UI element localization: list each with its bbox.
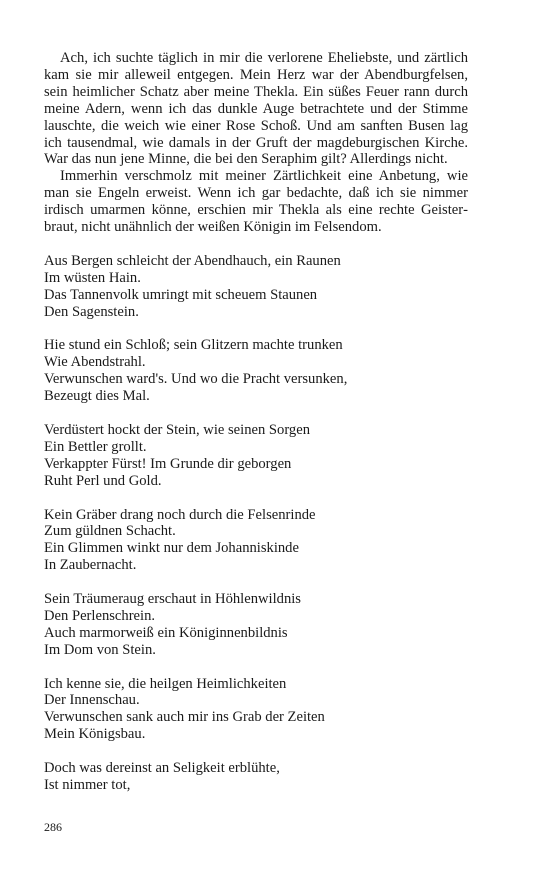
prose-paragraph-2: Immerhin verschmolz mit meiner Zärtlichkeit eine Anbetung, wie man sie Engeln erweist. Wenn ich gar bedachte, daß ich sie nimmer irdisch umarmen könne, erschien mir Thekla als eine rechte Geisterbraut, nicht unähnlich der weißen Königin im Felsendom. <box>44 168 468 236</box>
poem-line: Hie stund ein Schloß; sein Glitzern machte trunken <box>44 337 343 354</box>
poem-line: Im wüsten Hain. <box>44 269 141 286</box>
poem-line: Wie Abendstrahl. <box>44 354 146 371</box>
book-page <box>44 50 468 811</box>
poem-line: Ist nimmer tot, <box>44 776 131 793</box>
poem-stanza-6 <box>44 676 468 744</box>
prose-section <box>44 50 468 236</box>
poem-stanza-2 <box>44 337 468 405</box>
poem-line: Ruht Perl und Gold. <box>44 472 162 489</box>
poem-line: Bezeugt dies Mal. <box>44 388 150 405</box>
poem-line: Doch was dereinst an Seligkeit erblühte, <box>44 760 280 777</box>
poem-line: Der Innenschau. <box>44 692 140 709</box>
poem-line: Sein Träumeraug erschaut in Höhlenwildnis <box>44 591 301 608</box>
poem-line: Ich kenne sie, die heilgen Heimlichkeiten <box>44 675 287 692</box>
poem-line: Das Tannenvolk umringt mit scheuem Staunen <box>44 286 318 303</box>
poem-stanza-1 <box>44 253 468 321</box>
poem-line: In Zaubernacht. <box>44 557 137 574</box>
poem-line: Im Dom von Stein. <box>44 641 156 658</box>
poem-line: Verwunschen ward's. Und wo die Pracht versunken, <box>44 371 348 388</box>
poem-stanza-3 <box>44 422 468 490</box>
poem-line: Verwunschen sank auch mir ins Grab der Zeiten <box>44 709 325 726</box>
poem-stanza-4 <box>44 507 468 575</box>
poem-line: Verdüstert hockt der Stein, wie seinen Sorgen <box>44 422 311 438</box>
poem-line: Mein Königsbau. <box>44 726 146 743</box>
poem <box>44 253 468 794</box>
poem-line: Zum güldnen Schacht. <box>44 523 176 540</box>
poem-line: Kein Gräber drang noch durch die Felsenrinde <box>44 506 316 523</box>
poem-line: Ein Bettler grollt. <box>44 438 147 455</box>
poem-stanza-7 <box>44 760 468 794</box>
poem-line: Den Sagenstein. <box>44 303 139 320</box>
prose-paragraph-1: Ach, ich suchte täglich in mir die verlorene Eheliebste, und zärtlich kam sie mir alleweil entgegen. Mein Herz war der Abendburgfelsen, sein heimlicher Schatz aber meine Thekla. Ein süßes Feuer rann durch meine Adern, wenn ich das dunkle Auge betrachtete und der Stimme lauschte, die weich wie einer Rose Schoß. Und am sanften Busen lag ich tausendmal, wie damals in der Gruft der magdeburgischen Kirche. War das nun jene Minne, die bei den Seraphim gilt? Allerdings nicht. <box>44 50 468 168</box>
page-number: 286 <box>44 820 62 834</box>
poem-line: Den Perlenschrein. <box>44 607 156 624</box>
poem-line: Ein Glimmen winkt nur dem Johanniskinde <box>44 540 299 557</box>
poem-stanza-5 <box>44 591 468 659</box>
poem-line: Aus Bergen schleicht der Abendhauch, ein Raunen <box>44 252 341 269</box>
poem-line: Auch marmorweiß ein Königinnenbildnis <box>44 624 288 641</box>
poem-line: Verkappter Fürst! Im Grunde dir geborgen <box>44 455 292 472</box>
